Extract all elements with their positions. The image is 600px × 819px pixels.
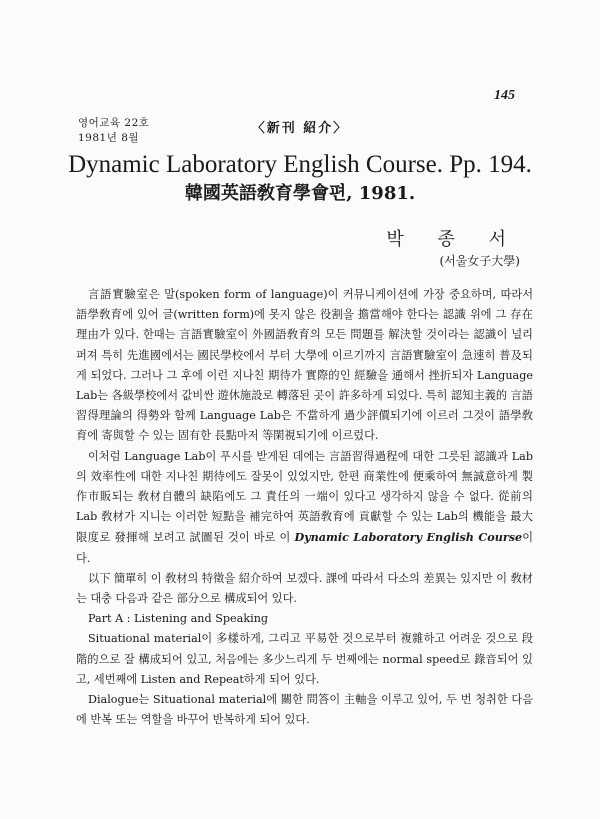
author-affiliation: (서울女子大學) [439,254,520,268]
paragraph-4: Situational material이 多樣하게, 그리고 平易한 것으로부터 複雜하고 어려운 것으로 段階的으로 잘 構成되어 있고, 처음에는 多少느리게 두 번째에는 normal speed로 錄音되어 있고, 세번째에 Listen and Repeat하게 되어 있다. [76,632,533,686]
paragraph-1: 言語實驗室은 말(spoken form of language)이 커뮤니케이션에 가장 중요하며, 따라서 語學敎育에 있어 글(written form)에 못지 않은 役割을 擔當해야 한다는 認識 위에 그 存在理由가 있다. 한때는 言語實驗室이 外國語敎育의 모든 問題를 解決할 것이라는 認識이 널리 퍼져 특히 先進國에서는 國民學校에서 부터 大學에 이르기까지 言語實驗室이 急速히 普及되게 되었다. 그러나 그 후에 이런 지나친 期待가 實際的인 經驗을 通해서 挫折되자 Language Lab는 各級學校에서 값비싼 遊休施設로 轉落된 곳이 許多하게 되었다. 특히 認知主義的 言語習得理論의 得勢와 함께 Language Lab은 不當하게 過少評價되기에 이르러 그것이 語學敎育에 寄與할 수 있는 固有한 長點마저 等閑視되기에 이르렀다. [76,288,533,443]
journal-issue: 영어교육 22호 [78,117,150,129]
paragraph-5: Dialogue는 Situational material에 關한 問答이 主軸을 이루고 있어, 두 번 청취한 다음에 반복 또는 역할을 바꾸어 반복하게 되어 있다. [76,693,533,727]
book-publisher: 韓國英語敎育學會편, 1981. [184,183,416,204]
paragraph-3: 以下 簡單히 이 敎材의 特徵을 紹介하여 보겠다. 課에 따라서 다소의 差異는 있지만 이 敎材는 대충 다음과 같은 部分으로 構成되어 있다. [76,571,533,606]
book-title-italic: Dynamic Laboratory English Course [294,530,523,545]
journal-date: 1981년 8월 [78,132,140,144]
review-body [76,285,533,730]
section-tag: 〈新刊 紹介〉 [251,121,349,136]
part-a-heading: Part A : Listening and Speaking [88,612,269,626]
page-number: 145 [494,88,515,103]
book-title: Dynamic Laboratory English Course. Pp. 194. [68,151,532,178]
author-name: 박 종 서 [386,229,520,250]
paragraph-2-text: 이처럼 Language Lab이 푸시를 받게된 데에는 言語習得過程에 대한 그릇된 認識과 Lab의 效率性에 대한 지나친 期待에도 잘못이 있었지만, 한편 商業性에 便乘하여 無誠意하게 製作市販되는 敎材自體의 缺陷에도 그 責任의 一端이 있다고 생각하지 않을 수 없다. 從前의 Lab 敎材가 지니는 이러한 短點을 補完하여 英語敎育에 貢獻할 수 있는 Lab의 機能을 最大限度로 發揮해 보려고 試圖된 것이 바로 이 [76,449,533,545]
paragraph-2-end: 이다. [76,531,533,565]
paragraph-2 [76,447,533,569]
